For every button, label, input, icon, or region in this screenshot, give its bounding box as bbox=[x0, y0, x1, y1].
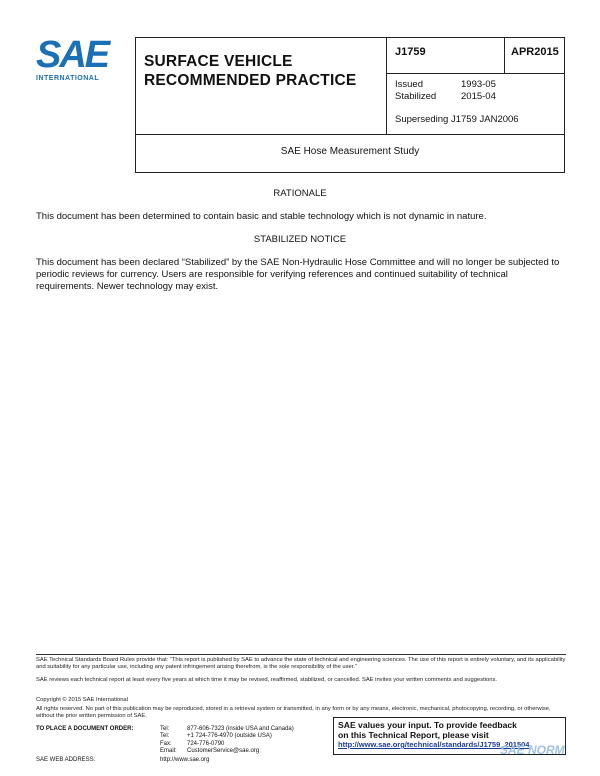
contact-label: Email: bbox=[160, 748, 177, 755]
stabilized-heading: STABILIZED NOTICE bbox=[253, 234, 347, 245]
watermark: SAE NORM bbox=[500, 743, 565, 757]
rationale-text: This document has been determined to contain basic and stable technology which is not dynamic in nature. bbox=[36, 211, 487, 222]
logo-subtitle: INTERNATIONAL bbox=[36, 75, 100, 82]
document-number: J1759 bbox=[395, 46, 426, 58]
board-rules: SAE Technical Standards Board Rules provide that: “This report is published by SAE to advance the state of technical and engineering sciences. The use of this report is entirely voluntary, and its applicability and suitability for any particular use, including any patent infringement arising therefrom, is the sole responsibility of the user.” bbox=[36, 657, 566, 671]
contact-values bbox=[187, 726, 294, 756]
document-title: SAE Hose Measurement Study bbox=[280, 146, 420, 157]
header-divider bbox=[386, 73, 565, 74]
footer-rule bbox=[36, 654, 566, 655]
header-divider bbox=[386, 37, 387, 134]
document-type-line2: RECOMMENDED PRACTICE bbox=[144, 72, 357, 89]
header-divider bbox=[135, 134, 565, 135]
web-address[interactable]: http://www.sae.org bbox=[160, 757, 210, 763]
contact-value: CustomerService@sae.org bbox=[187, 748, 260, 755]
document-date: APR2015 bbox=[511, 46, 559, 58]
stabilized-text: This document has been declared “Stabilized” by the SAE Non-Hydraulic Hose Committee and will no longer be subjected to periodic reviews for currency. Users are responsible for verifying references and continued suitability of technical requirements. Newer technology may exist. bbox=[36, 257, 560, 292]
review-notice: SAE reviews each technical report at least every five years at which time it may be revised, reaffirmed, stabilized, or cancelled. SAE invites your written comments and suggestions. bbox=[36, 677, 497, 683]
contact-label: Tel: bbox=[160, 733, 170, 740]
header-divider bbox=[504, 37, 505, 74]
rights-notice: All rights reserved. No part of this publication may be reproduced, stored in a retrieval system or transmitted, in any form or by any means, electronic, mechanical, photocopying, recording, or otherwise, without the prior written permission of SAE. bbox=[36, 706, 551, 720]
logo-letters: SAE bbox=[36, 34, 109, 76]
document-type-line1: SURFACE VEHICLE bbox=[144, 53, 293, 70]
feedback-link[interactable]: http://www.sae.org/technical/standards/J1759_201504 bbox=[338, 740, 530, 749]
superseding-note: Superseding J1759 JAN2006 bbox=[395, 114, 519, 125]
copyright: Copyright © 2015 SAE International bbox=[36, 697, 128, 703]
contact-label: Fax: bbox=[160, 740, 172, 747]
web-address-label: SAE WEB ADDRESS: bbox=[36, 757, 96, 763]
feedback-line2: on this Technical Report, please visit bbox=[338, 730, 489, 740]
sae-logo bbox=[36, 36, 116, 86]
document-type bbox=[144, 52, 356, 90]
contact-value: 877-606-7323 (inside USA and Canada) bbox=[187, 726, 294, 732]
stabilized-label: Stabilized bbox=[395, 91, 437, 102]
contact-labels bbox=[160, 726, 177, 756]
issued-label: Issued bbox=[395, 79, 423, 90]
issued-value: 1993-05 bbox=[461, 79, 496, 90]
contact-value: +1 724-776-4970 (outside USA) bbox=[187, 733, 272, 740]
order-label: TO PLACE A DOCUMENT ORDER: bbox=[36, 726, 134, 732]
rationale-heading: RATIONALE bbox=[273, 188, 327, 199]
stabilized-value: 2015-04 bbox=[461, 91, 496, 102]
contact-value: 724-776-0790 bbox=[187, 740, 225, 747]
contact-label: Tel: bbox=[160, 726, 170, 732]
feedback-line1: SAE values your input. To provide feedback bbox=[338, 720, 517, 730]
